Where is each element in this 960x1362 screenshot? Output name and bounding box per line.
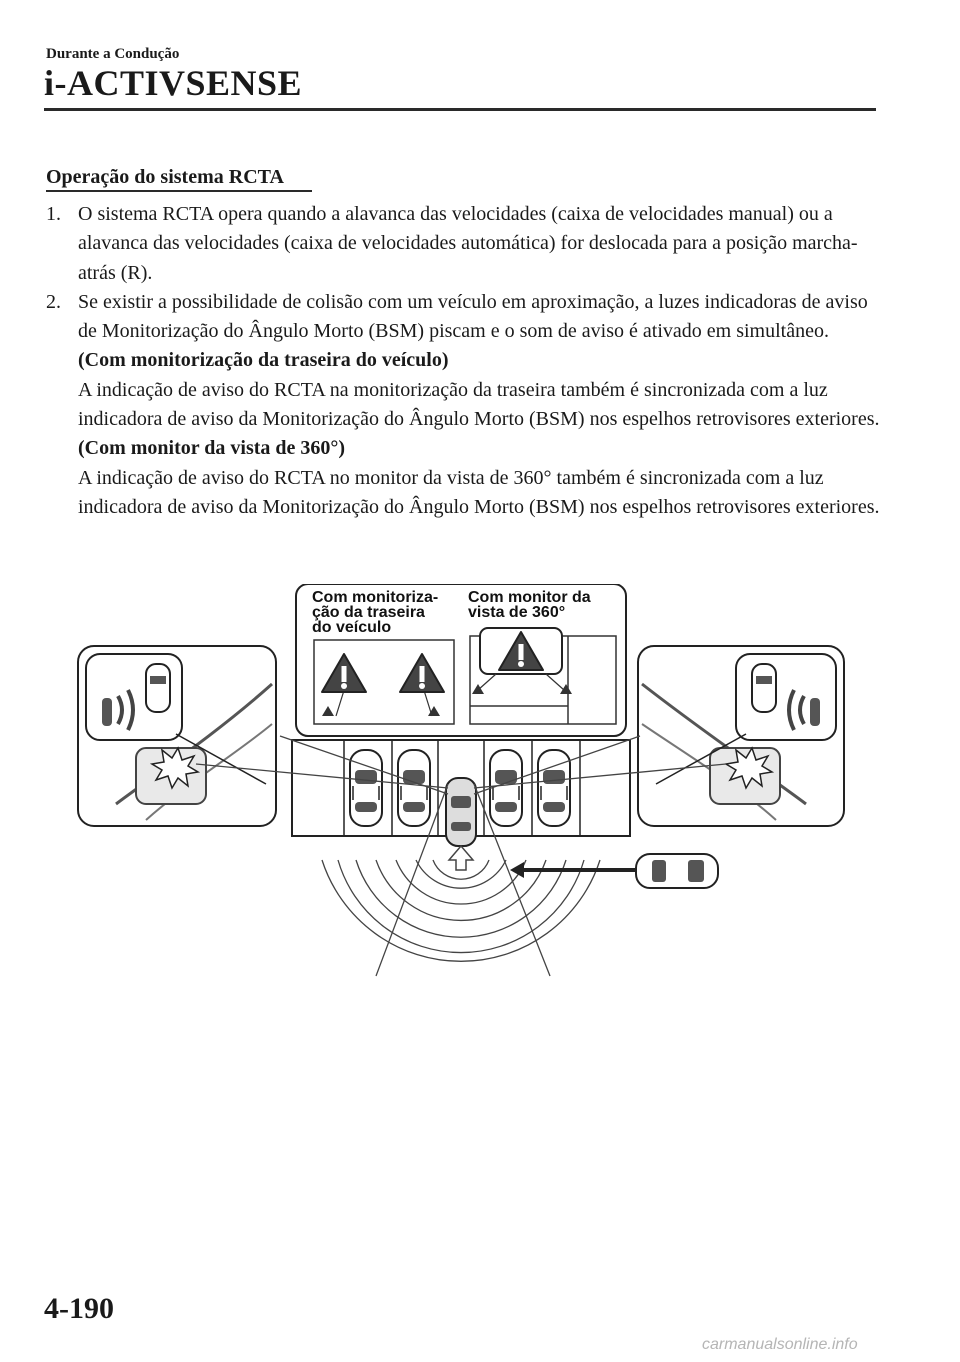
section-subheading: Operação do sistema RCTA — [46, 166, 284, 188]
subheading-underline — [46, 190, 312, 192]
approaching-vehicle — [510, 854, 718, 888]
rcta-illustration — [76, 584, 846, 984]
step-text: Se existir a possibilidade de colisão com um veículo em aproximação, a luzes indicadoras de aviso de Monitorização do Ângulo Morto (BSM) piscam e o som de aviso é ativado em simultâneo. — [78, 290, 868, 343]
step-2 — [46, 288, 886, 522]
page-number: 4-190 — [44, 1292, 114, 1325]
view360-monitor-label: Com monitor da vista de 360° — [468, 589, 591, 621]
steps-list — [46, 200, 886, 522]
section-label: Durante a Condução — [46, 46, 180, 62]
step-1 — [46, 200, 886, 288]
left-mirror-inset — [78, 646, 276, 826]
step-number: 1. — [46, 203, 61, 225]
parking-lot — [292, 740, 630, 870]
rcta-diagram — [76, 584, 846, 984]
rear-monitor-label: Com monitoriza- ção da traseira do veículo — [312, 589, 439, 636]
step-text: O sistema RCTA opera quando a alavanca das velocidades (caixa de velocidades manual) ou a alavanca das velocidades (caixa de velocidades automática) for deslocada para a posição marcha-atrás (R). — [78, 203, 858, 284]
view360-text: A indicação de aviso do RCTA no monitor da vista de 360° também é sincronizada com a luz indicadora de aviso da Monitorização do Ângulo Morto (BSM) nos espelhos retrovisores exteriores. — [78, 466, 880, 518]
watermark: carmanualsonline.info — [702, 1336, 858, 1353]
step-number: 2. — [46, 290, 61, 313]
title-divider — [44, 108, 876, 111]
chapter-title: i-ACTIVSENSE — [44, 63, 303, 103]
rear-monitor-text: A indicação de aviso do RCTA na monitorização da traseira também é sincronizada com a luz indicadora de aviso da Monitorização do Ângulo Morto (BSM) nos espelhos retrovisores exteriores. — [78, 378, 880, 431]
rear-monitor-heading: (Com monitorização da traseira do veículo) — [78, 349, 449, 372]
right-mirror-inset — [638, 646, 844, 826]
view360-heading: (Com monitor da vista de 360°) — [78, 437, 346, 460]
